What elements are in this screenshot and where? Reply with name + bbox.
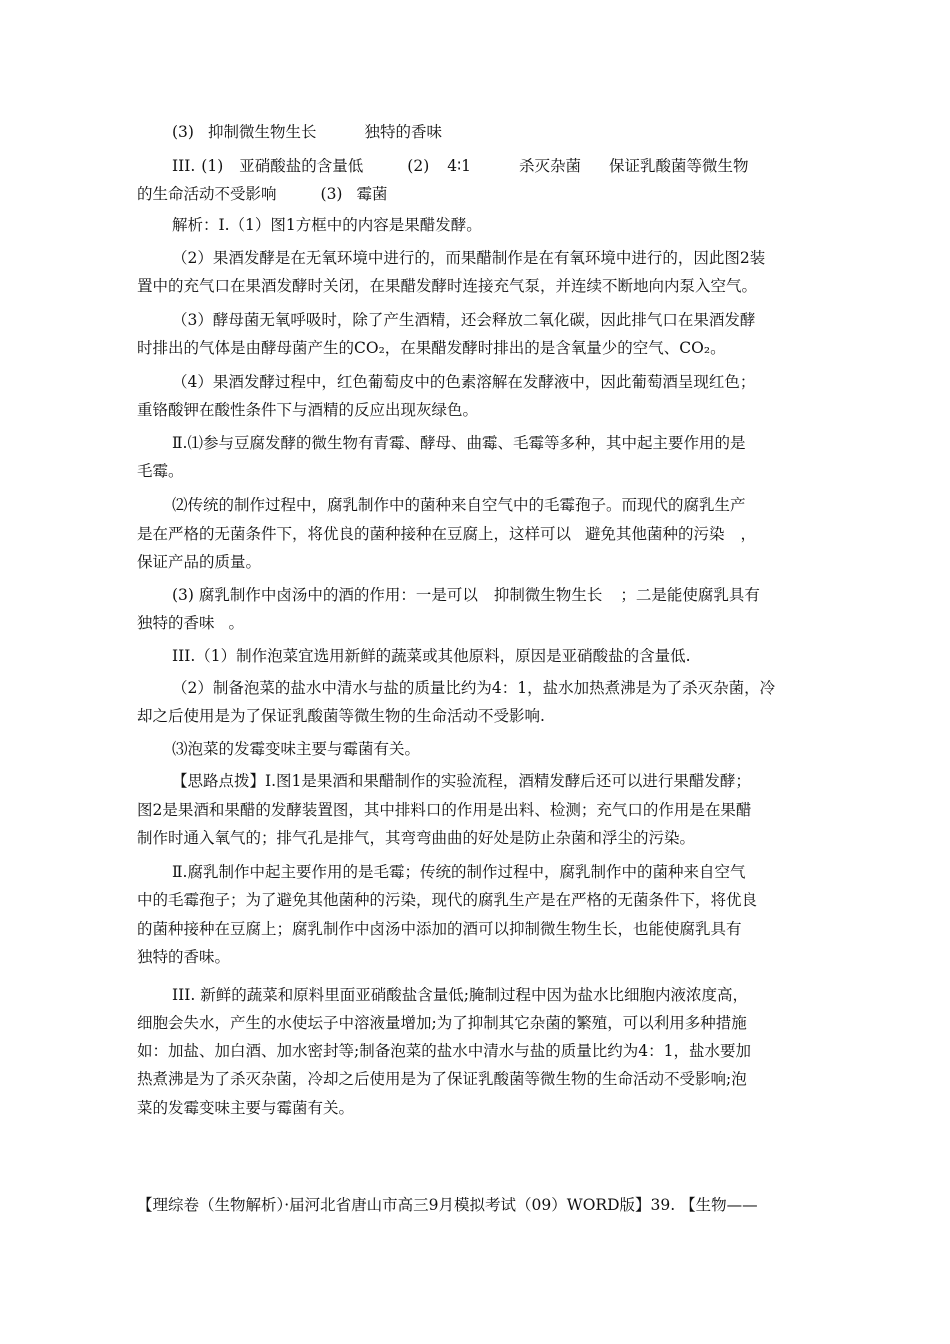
text-segment: ， [740, 525, 757, 543]
filled-blank: 抑制微生物生长 [493, 586, 603, 604]
explanation-intro: 解析：Ⅰ.（1）图1方框中的内容是果醋发酵。 [172, 216, 482, 234]
answer-text: 4∶1 [447, 157, 472, 175]
text-line-with-blank [0, 613, 950, 633]
text-line: 图2是果酒和果醋的发酵装置图，其中排料口的作用是出料、检测；充气口的作用是在果醋 [137, 801, 752, 819]
text-line: 中的毛霉孢子；为了避免其他菌种的污染，现代的腐乳生产是在严格的无菌条件下，将优良 [137, 891, 758, 909]
text-segment: ；二是能使腐乳具有 [620, 586, 760, 604]
answer-text: 的生命活动不受影响 [137, 185, 277, 203]
text-line: （2）制备泡菜的盐水中清水与盐的质量比约为4：1，盐水加热煮沸是为了杀灭杂菌，冷 [172, 679, 776, 697]
text-line: 毛霉。 [137, 462, 184, 480]
answer-text: 保证乳酸菌等微生物 [609, 157, 749, 175]
text-line: 细胞会失水，产生的水使坛子中溶液量增加;为了抑制其它杂菌的繁殖，可以利用多种措施 [137, 1014, 747, 1032]
text-line: 如：加盐、加白酒、加水密封等;制备泡菜的盐水中清水与盐的质量比约为4：1，盐水要加 [137, 1042, 751, 1060]
text-line: （4）果酒发酵过程中，红色葡萄皮中的色素溶解在发酵液中，因此葡萄酒呈现红色； [172, 373, 756, 391]
text-line: 菜的发霉变味主要与霉菌有关。 [137, 1099, 355, 1117]
text-line: ⑶泡菜的发霉变味主要与霉菌有关。 [172, 740, 421, 758]
text-line: Ⅱ.⑴参与豆腐发酵的微生物有青霉、酵母、曲霉、毛霉等多种，其中起主要作用的是 [172, 434, 746, 452]
filled-blank: 避免其他菌种的污染 [585, 525, 725, 543]
text-line-with-blank [0, 524, 950, 544]
answer-line-ii3 [0, 122, 950, 142]
answer-number: (3) [172, 123, 194, 141]
text-line: （3）酵母菌无氧呼吸时，除了产生酒精，还会释放二氧化碳，因此排气口在果酒发酵 [172, 311, 756, 329]
text-line: 却之后使用是为了保证乳酸菌等微生物的生命活动不受影响. [137, 707, 545, 725]
answer-text: 杀灭杂菌 [519, 157, 582, 175]
text-line: 保证产品的质量。 [137, 553, 262, 571]
answer-number: (3) [320, 185, 343, 203]
text-line: III. 新鲜的蔬菜和原料里面亚硝酸盐含量低;腌制过程中因为盐水比细胞内液浓度高， [172, 986, 748, 1004]
text-line: 热煮沸是为了杀灭杂菌，冷却之后使用是为了保证乳酸菌等微生物的生命活动不受影响;泡 [137, 1070, 747, 1088]
text-line-with-blank [0, 585, 950, 605]
text-line: 的菌种接种在豆腐上；腐乳制作中卤汤中添加的酒可以抑制微生物生长，也能使腐乳具有 [137, 920, 742, 938]
answer-text: 亚硝酸盐的含量低 [239, 157, 364, 175]
answer-line-iii-cont [0, 184, 950, 204]
answer-number: (2) [407, 157, 430, 175]
answer-number: III. [172, 157, 196, 175]
text-line: ⑵传统的制作过程中，腐乳制作中的菌种来自空气中的毛霉孢子。而现代的腐乳生产 [172, 496, 746, 514]
answer-text: 独特的香味 [364, 123, 442, 141]
tips-heading-line: 【思路点拨】Ⅰ.图1是果酒和果醋制作的实验流程，酒精发酵后还可以进行果醋发酵； [172, 772, 751, 790]
text-segment: 。 [228, 614, 245, 632]
text-line: （2）果酒发酵是在无氧环境中进行的，而果醋制作是在有氧环境中进行的，因此图2装 [172, 249, 766, 267]
text-line: Ⅱ.腐乳制作中起主要作用的是毛霉；传统的制作过程中，腐乳制作中的菌种来自空气 [172, 863, 746, 881]
filled-blank: 独特的香味 [137, 614, 215, 632]
text-segment: 是在严格的无菌条件下，将优良的菌种接种在豆腐上，这样可以 [137, 525, 572, 543]
text-line: 置中的充气口在果酒发酵时关闭，在果醋发酵时连接充气泵，并连续不断地向内泵入空气。 [137, 277, 758, 295]
text-line: 时排出的气体是由酵母菌产生的CO₂，在果醋发酵时排出的是含氧量少的空气、CO₂。 [137, 339, 726, 357]
answer-number: (1) [201, 157, 224, 175]
text-line: 独特的香味。 [137, 948, 231, 966]
next-question-header: 【理综卷（生物解析）·届河北省唐山市高三9月模拟考试（09）WORD版】39. 【生物—— [137, 1196, 758, 1214]
text-segment: (3) 腐乳制作中卤汤中的酒的作用：一是可以 [172, 586, 478, 604]
text-line: 重铬酸钾在酸性条件下与酒精的反应出现灰绿色。 [137, 401, 479, 419]
text-line: III.（1）制作泡菜宜选用新鲜的蔬菜或其他原料，原因是亚硝酸盐的含量低. [172, 647, 691, 665]
text-line: 制作时通入氧气的；排气孔是排气，其弯弯曲曲的好处是防止杂菌和浮尘的污染。 [137, 829, 696, 847]
answer-line-iii [0, 156, 950, 176]
answer-text: 霉菌 [356, 185, 388, 203]
answer-text: 抑制微生物生长 [207, 123, 317, 141]
